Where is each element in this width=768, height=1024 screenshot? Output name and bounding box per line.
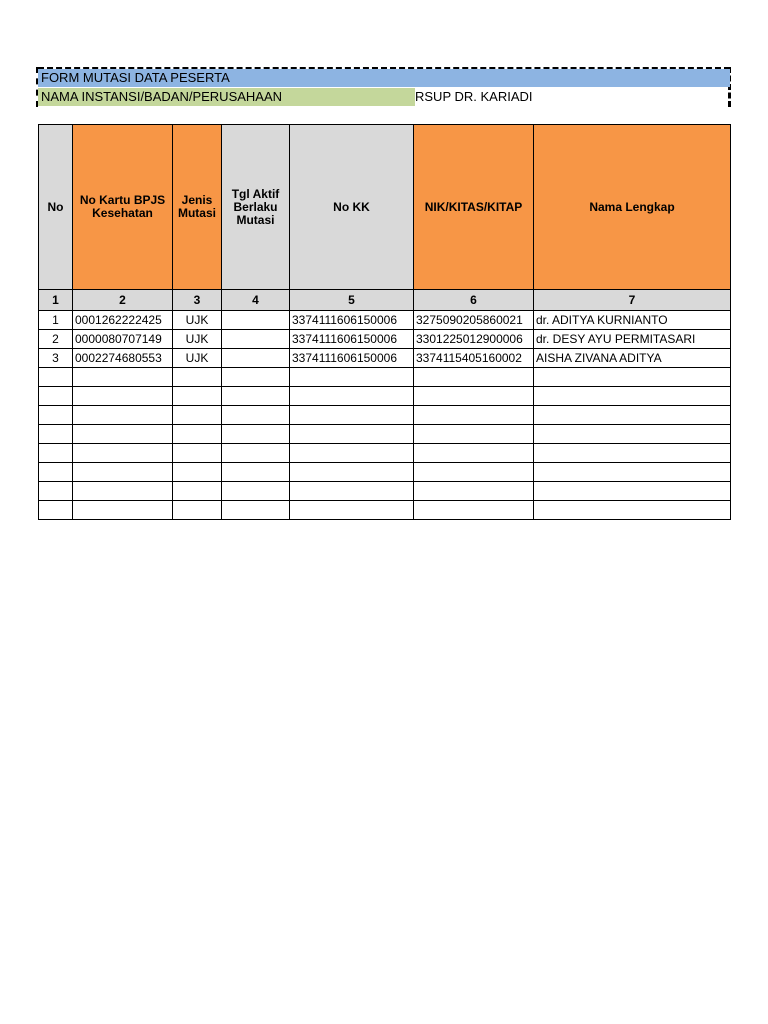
column-number: 2 <box>73 290 173 311</box>
table-row <box>39 349 731 368</box>
col-header-nik: NIK/KITAS/KITAP <box>414 125 534 290</box>
cell-full-name: dr. DESY AYU PERMITASARI <box>534 330 731 349</box>
table-row <box>39 330 731 349</box>
empty-row <box>39 425 731 444</box>
empty-row <box>39 482 731 501</box>
column-number: 3 <box>173 290 222 311</box>
column-number: 5 <box>290 290 414 311</box>
form-title: FORM MUTASI DATA PESERTA <box>41 70 230 85</box>
cell-bpjs-card: 0000080707149 <box>73 330 173 349</box>
cell-no: 1 <box>39 311 73 330</box>
column-number: 6 <box>414 290 534 311</box>
empty-row <box>39 406 731 425</box>
col-header-active-date: Tgl Aktif Berlaku Mutasi <box>222 125 290 290</box>
institution-label: NAMA INSTANSI/BADAN/PERUSAHAAN <box>38 88 415 106</box>
column-number: 7 <box>534 290 731 311</box>
column-number: 4 <box>222 290 290 311</box>
column-number-row <box>39 290 731 311</box>
cell-nik: 3301225012900006 <box>414 330 534 349</box>
empty-row <box>39 463 731 482</box>
empty-row <box>39 387 731 406</box>
header-row <box>39 125 731 290</box>
mutation-table <box>38 124 731 520</box>
cell-kk: 3374111606150006 <box>290 330 414 349</box>
col-header-bpjs-card: No Kartu BPJS Kesehatan <box>73 125 173 290</box>
cell-full-name: dr. ADITYA KURNIANTO <box>534 311 731 330</box>
cell-full-name: AISHA ZIVANA ADITYA <box>534 349 731 368</box>
col-header-full-name: Nama Lengkap <box>534 125 731 290</box>
col-header-kk: No KK <box>290 125 414 290</box>
empty-row <box>39 368 731 387</box>
institution-row <box>38 88 730 106</box>
table-row <box>39 311 731 330</box>
cell-no: 3 <box>39 349 73 368</box>
cell-nik: 3275090205860021 <box>414 311 534 330</box>
empty-row <box>39 444 731 463</box>
cell-mutation-type: UJK <box>173 330 222 349</box>
cell-kk: 3374111606150006 <box>290 349 414 368</box>
institution-value: RSUP DR. KARIADI <box>415 89 533 104</box>
cell-mutation-type: UJK <box>173 349 222 368</box>
form-title-row <box>38 69 730 87</box>
cell-no: 2 <box>39 330 73 349</box>
cell-active-date <box>222 311 290 330</box>
column-number: 1 <box>39 290 73 311</box>
cell-active-date <box>222 330 290 349</box>
cell-nik: 3374115405160002 <box>414 349 534 368</box>
cell-active-date <box>222 349 290 368</box>
cell-bpjs-card: 0001262222425 <box>73 311 173 330</box>
cell-mutation-type: UJK <box>173 311 222 330</box>
cell-bpjs-card: 0002274680553 <box>73 349 173 368</box>
col-header-mutation-type: Jenis Mutasi <box>173 125 222 290</box>
cell-kk: 3374111606150006 <box>290 311 414 330</box>
col-header-no: No <box>39 125 73 290</box>
empty-row <box>39 501 731 520</box>
